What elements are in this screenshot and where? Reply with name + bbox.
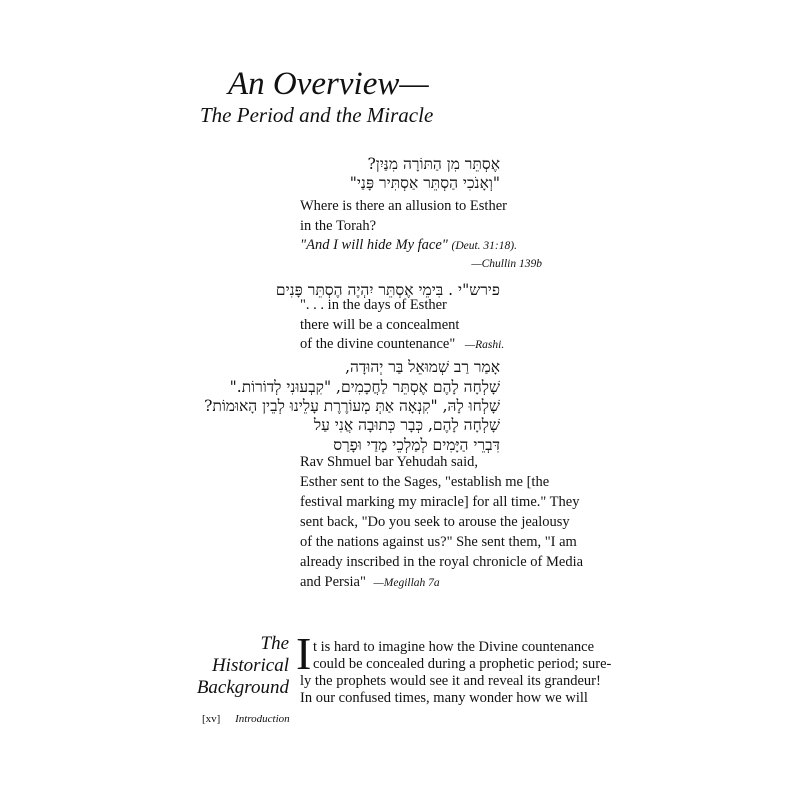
quote3-hebrew-line-1: אָמַר רַב שְׁמוּאֵל בַּר יְהוּדָה, [345, 358, 500, 376]
quote2-english-line-2: there will be a concealment [300, 317, 460, 333]
body-line-3: ly the prophets would see it and reveal its grandeur! [300, 673, 601, 689]
quote3-hebrew-line-4: שָׁלְחָה לָהֶם, כְּבָר כְּתוּבָה אֲנִי עַל [313, 416, 500, 434]
quote3-hebrew-line-2: שָׁלְחָה לָהֶם אֶסְתֵּר לַחֲכָמִים, "קִבְעוּנִי לְדוֹרוֹת." [229, 378, 500, 396]
body-line-4: In our confused times, many wonder how we will [300, 690, 588, 706]
quote1-english-line-2: in the Torah? [300, 218, 377, 234]
quote3-hebrew-line-3: שָׁלְחוּ לָהּ, "קִנְאָה אַתְּ מְעוֹרֶרֶת עָלֵינוּ לְבֵין הָאוּמוֹת? [204, 397, 500, 415]
quote1-verse: "And I will hide My face" [300, 237, 448, 253]
side-heading-line-1: The [260, 633, 289, 654]
side-heading-line-3: Background [196, 677, 289, 698]
body-line-2: could be concealed during a prophetic period; sure- [313, 656, 612, 672]
quote3-source: —Megillah 7a [373, 577, 440, 589]
quote1-hebrew-line-1: אֶסְתֵּר מִן הַתּוֹרָה מִנַּיִן? [367, 155, 500, 173]
quote3-hebrew-line-5: דִּבְרֵי הַיָּמִים לְמַלְכֵי מָדַי וּפָרַס [333, 436, 500, 454]
quote3-english-line-6: already inscribed in the royal chronicle of Media [300, 554, 584, 570]
running-footer-label: Introduction [235, 713, 290, 725]
page-footer [202, 713, 290, 725]
quote2-english-line-3 [300, 334, 504, 355]
quote2-source: —Rashi. [464, 339, 505, 351]
quote3-english-line-5: of the nations against us?" She sent them, "I am [300, 534, 577, 550]
quote1-hebrew-line-2: "וְאָנֹכִי הַסְתֵּר אַסְתִּיר פָּנַי" [349, 174, 500, 192]
page-subtitle: The Period and the Miracle [200, 103, 434, 127]
page-title: An Overview— [228, 66, 429, 102]
quote3-english-line-3: festival marking my miracle] for all time." They [300, 494, 580, 510]
quote1-english-line-1: Where is there an allusion to Esther [300, 198, 507, 214]
quote3-english-text: and Persia" [300, 574, 366, 590]
quote1-english-line-3 [300, 235, 517, 256]
body-line-1: t is hard to imagine how the Divine countenance [313, 639, 595, 655]
quote1-source: —Chullin 139b [471, 258, 542, 270]
quote3-english-line-4: sent back, "Do you seek to arouse the jealousy [300, 514, 570, 530]
quote1-verse-ref: (Deut. 31:18). [451, 240, 517, 252]
quote3-english-line-2: Esther sent to the Sages, "establish me [the [300, 474, 550, 490]
quote2-english-line-1: ". . . in the days of Esther [300, 297, 447, 313]
side-heading-line-2: Historical [211, 655, 289, 676]
quote3-english-line-1: Rav Shmuel bar Yehudah said, [300, 454, 479, 470]
quote2-english-text: of the divine countenance" [300, 336, 456, 352]
quote2-hebrew: פירש"י . בִּימֵי אֶסְתֵּר יִהְיֶה הֶסְתֵּר פָּנִים [275, 281, 500, 299]
quote3-english-line-7 [300, 572, 440, 593]
drop-cap: I [296, 628, 312, 679]
page-number: [xv] [202, 713, 221, 725]
